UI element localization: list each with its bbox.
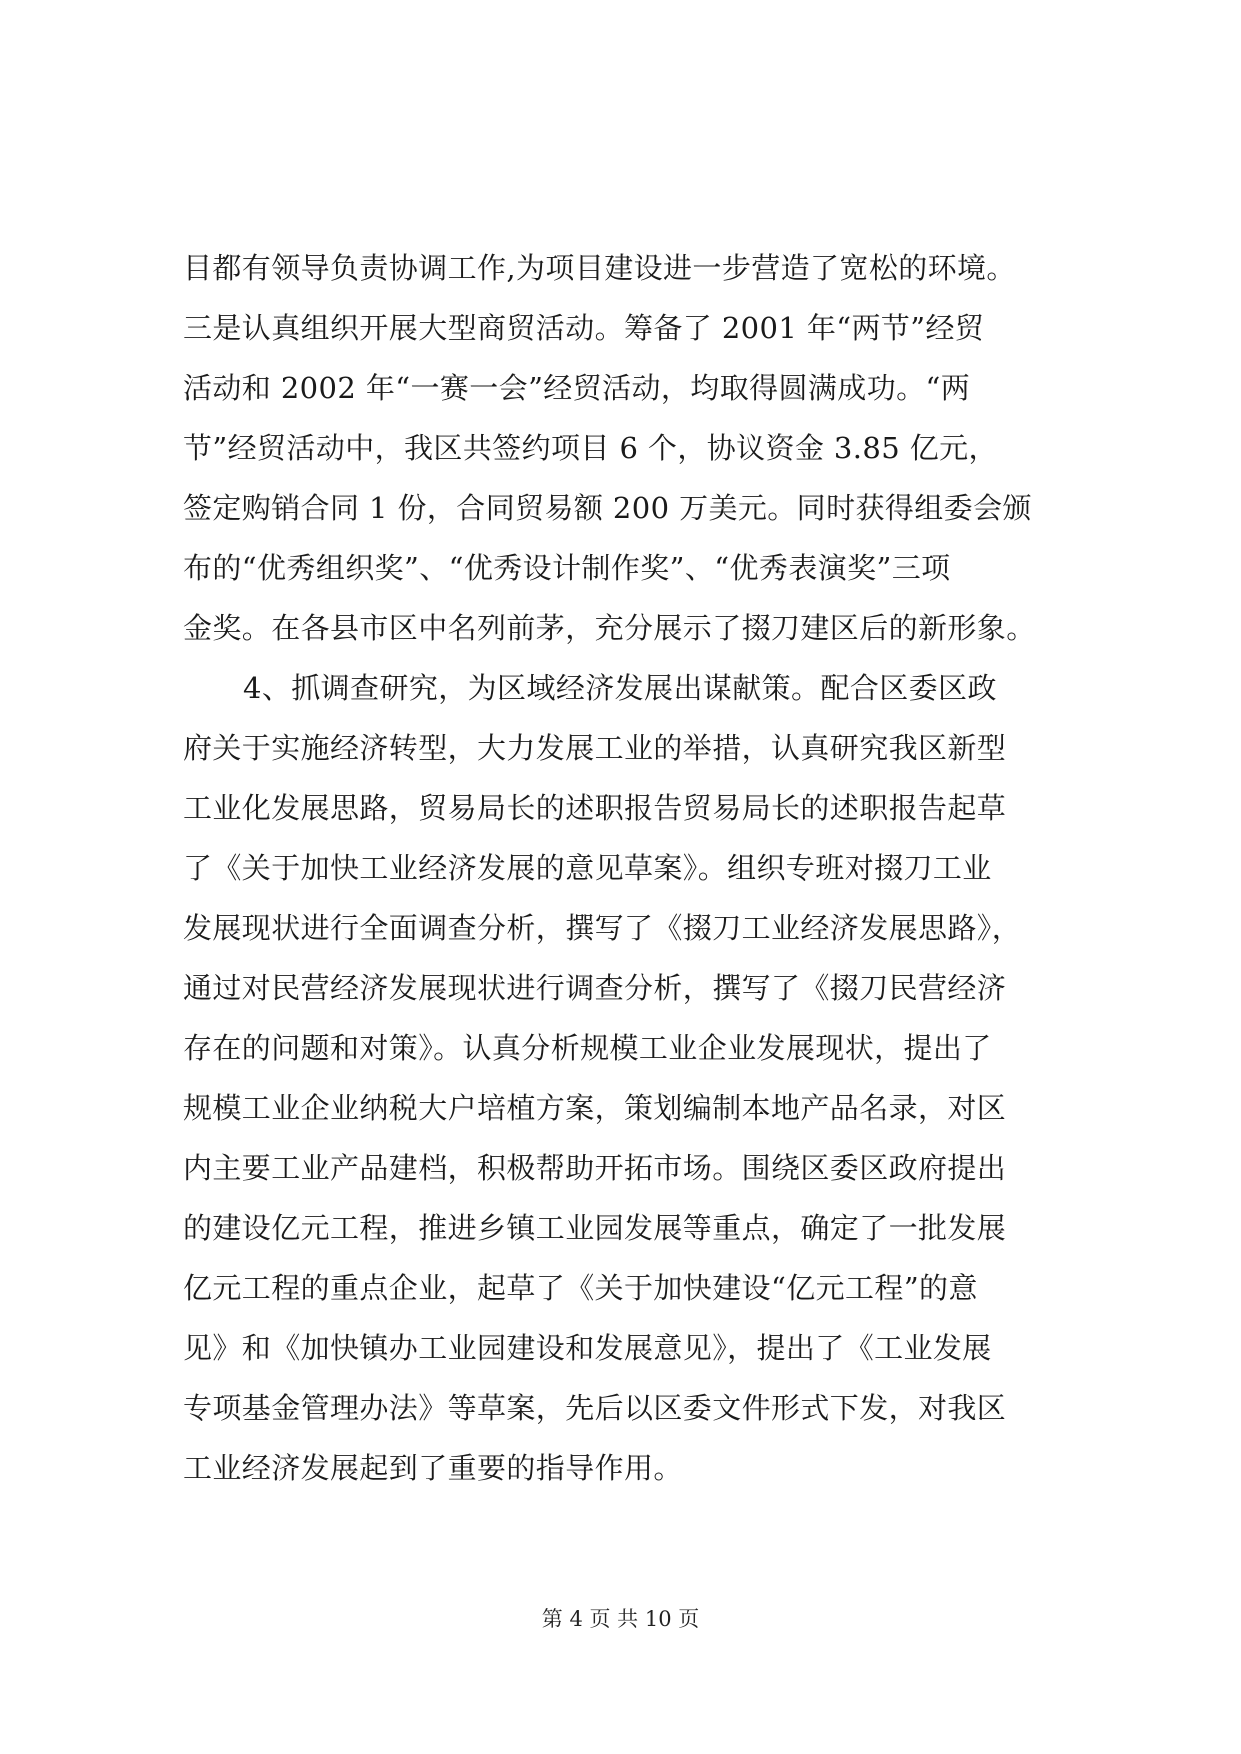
page-footer (0, 1604, 1241, 1634)
text-line: 三是认真组织开展大型商贸活动。筹备了 2001 年“两节”经贸 (183, 311, 985, 345)
text-line: 通过对民营经济发展现状进行调查分析，撰写了《掇刀民营经济 (183, 971, 1007, 1005)
text-line: 节”经贸活动中，我区共签约项目 6 个，协议资金 3.85 亿元， (183, 431, 998, 465)
text-line: 专项基金管理办法》等草案，先后以区委文件形式下发，对我区 (183, 1391, 1007, 1425)
text-line: 活动和 2002 年“一赛一会”经贸活动，均取得圆满成功。“两 (183, 371, 971, 405)
text-line: 金奖。在各县市区中名列前茅，充分展示了掇刀建区后的新形象。 (183, 611, 1036, 645)
text-line: 存在的问题和对策》。认真分析规模工业企业发展现状，提出了 (183, 1031, 992, 1065)
text-line: 工业化发展思路，贸易局长的述职报告贸易局长的述职报告起草 (183, 791, 1007, 825)
text-line: 亿元工程的重点企业，起草了《关于加快建设“亿元工程”的意 (183, 1271, 978, 1305)
text-line: 了《关于加快工业经济发展的意见草案》。组织专班对掇刀工业 (183, 851, 992, 885)
body-text (183, 238, 1088, 1498)
text-line: 签定购销合同 1 份，合同贸易额 200 万美元。同时获得组委会颁 (183, 491, 1032, 525)
text-line: 府关于实施经济转型，大力发展工业的举措，认真研究我区新型 (183, 731, 1007, 765)
text-line: 见》和《加快镇办工业园建设和发展意见》，提出了《工业发展 (183, 1331, 992, 1365)
text-line: 发展现状进行全面调查分析，撰写了《掇刀工业经济发展思路》， (183, 911, 1022, 945)
text-line: 规模工业企业纳税大户培植方案，策划编制本地产品名录，对区 (183, 1091, 1007, 1125)
paragraph-start-line: 4、抓调查研究，为区域经济发展出谋献策。配合区委区政 (243, 671, 997, 705)
page-number-label: 第 4 页 共 10 页 (541, 1607, 700, 1631)
text-line: 工业经济发展起到了重要的指导作用。 (183, 1451, 683, 1485)
text-line: 目都有领导负责协调工作,为项目建设进一步营造了宽松的环境。 (183, 251, 1016, 285)
text-line: 内主要工业产品建档，积极帮助开拓市场。围绕区委区政府提出 (183, 1151, 1007, 1185)
text-line: 布的“优秀组织奖”、“优秀设计制作奖”、“优秀表演奖”三项 (183, 551, 951, 585)
text-line: 的建设亿元工程，推进乡镇工业园发展等重点，确定了一批发展 (183, 1211, 1007, 1245)
